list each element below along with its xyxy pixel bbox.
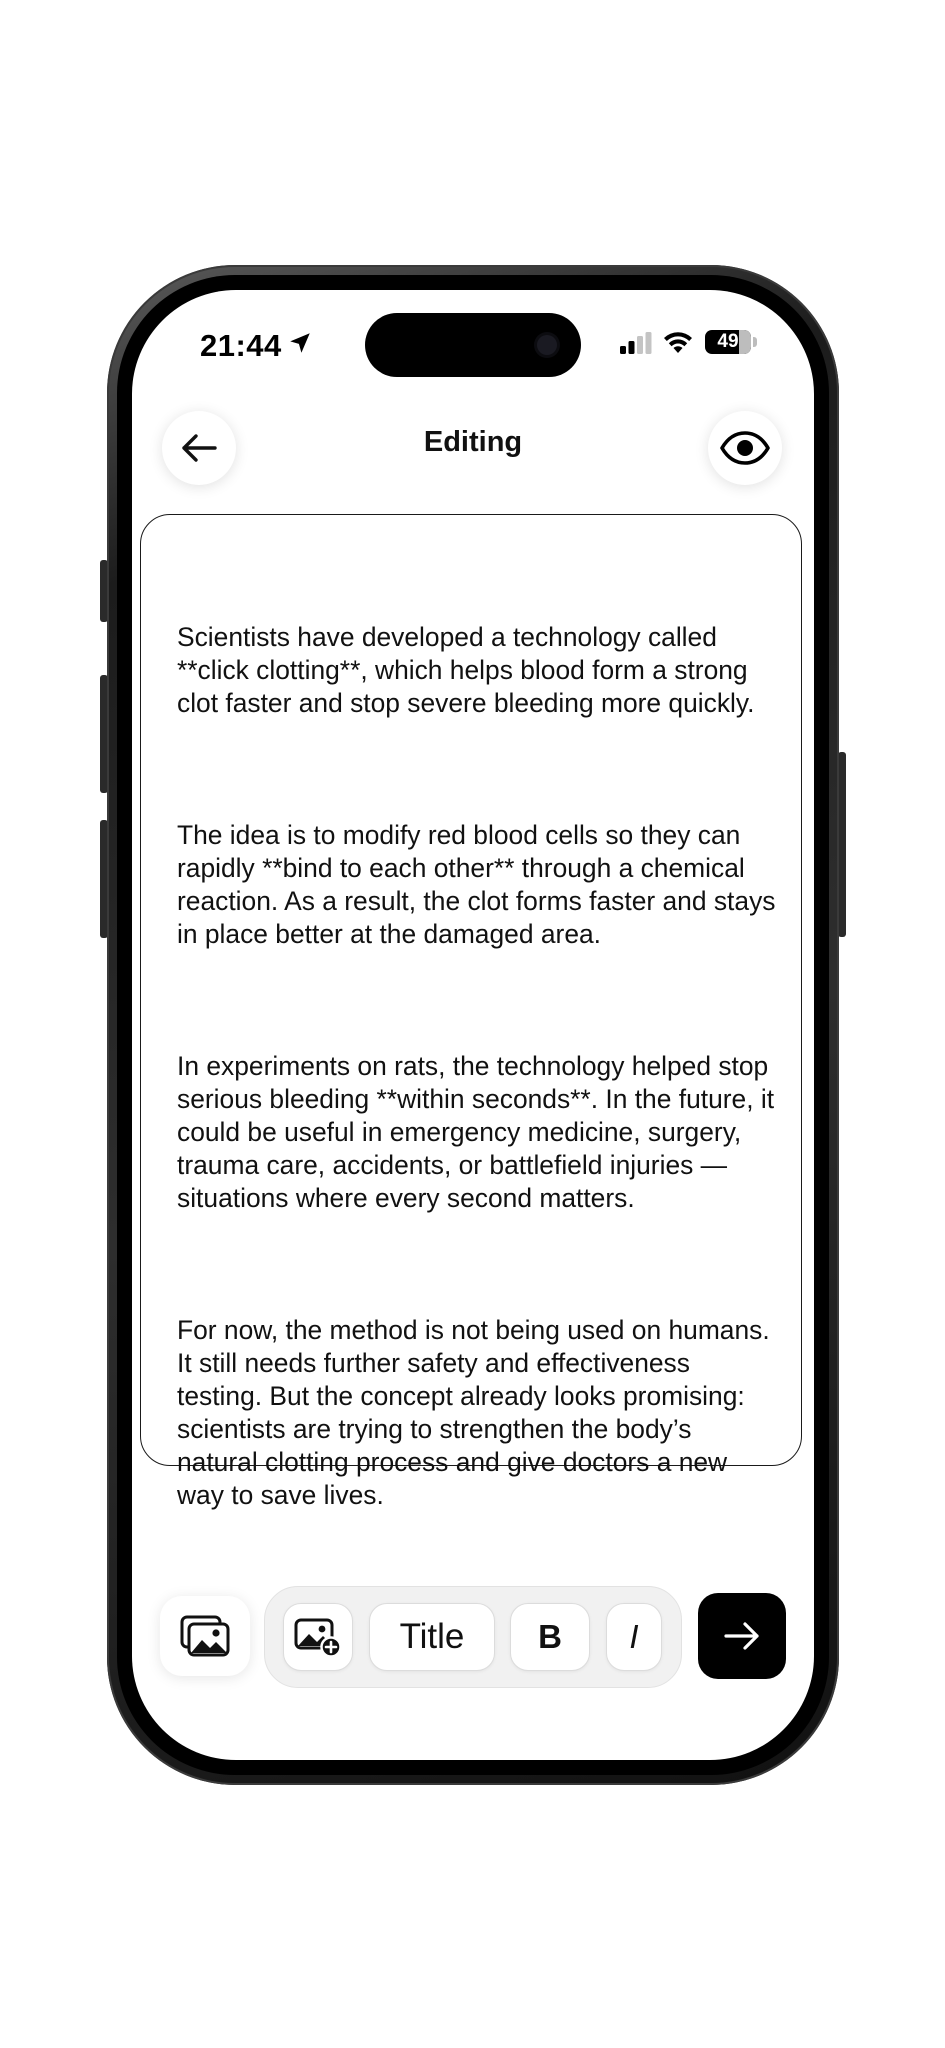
gallery-button[interactable] xyxy=(160,1596,250,1676)
paragraph: The idea is to modify red blood cells so they can rapidly **bind to each other** through a chemical reaction. As a result, the clot forms faster and stays in place better at the damaged area. xyxy=(177,820,783,949)
screen xyxy=(132,290,814,1760)
editor-content[interactable] xyxy=(177,555,783,1611)
front-camera xyxy=(537,335,557,355)
text-editor[interactable] xyxy=(140,514,802,1510)
dynamic-island xyxy=(365,313,581,377)
photo-gallery-icon xyxy=(180,1615,230,1657)
image-add-icon xyxy=(293,1616,343,1658)
title-format-button[interactable]: Title xyxy=(369,1603,495,1671)
wifi-icon xyxy=(662,328,694,354)
preview-button[interactable] xyxy=(708,411,782,485)
battery-cap xyxy=(753,337,757,347)
battery-level: 49 xyxy=(717,331,739,352)
power-button xyxy=(838,752,846,937)
formatting-toolbar xyxy=(264,1586,682,1688)
battery-icon xyxy=(705,330,751,354)
paragraph: Scientists have developed a technology called **click clotting**, which helps blood form a strong clot faster and stop severe bleeding more quickly. xyxy=(177,622,755,718)
paragraph: In experiments on rats, the technology helped stop serious bleeding **within seconds**. In the future, it could be useful in emergency medicine, surgery, trauma care, accidents, or battlefield injuries — situations where every second matters. xyxy=(177,1051,782,1213)
paragraph: For now, the method is not being used on humans. It still needs further safety and effectiveness testing. But the concept already looks promising: scientists are trying to strengthen the body’s natural clotting process and give doctors a new way to save lives. xyxy=(177,1315,778,1510)
eye-icon xyxy=(719,431,771,465)
bold-format-button[interactable]: B xyxy=(510,1603,590,1671)
arrow-right-icon xyxy=(722,1620,762,1652)
cellular-signal-icon xyxy=(620,332,652,354)
next-button[interactable] xyxy=(698,1593,786,1679)
italic-format-button[interactable]: I xyxy=(606,1603,662,1671)
page-title: Editing xyxy=(423,426,523,458)
status-time: 21:44 xyxy=(200,328,282,363)
location-arrow-icon xyxy=(287,330,313,356)
phone-frame xyxy=(107,265,839,1785)
insert-image-button[interactable] xyxy=(283,1603,353,1671)
